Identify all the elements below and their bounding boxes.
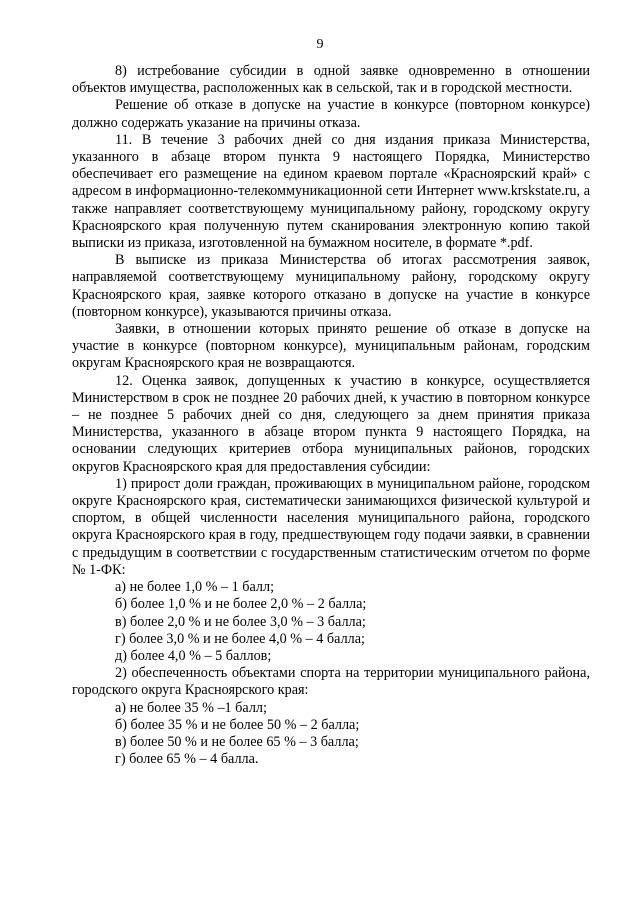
criterion-1-option-b: б) более 1,0 % и не более 2,0 % – 2 балла;	[115, 596, 367, 613]
criterion-2-option-d: г) более 65 % – 4 балла.	[115, 751, 259, 768]
paragraph-clause-11: 11. В течение 3 рабочих дней со дня издания приказа Министерства, указанного в абзаце втором пункта 9 настоящего Порядка, Министерство обеспечивает его размещение на едином краевом портале «Красноярский край» с адресом в информационно-телекоммуникационной сети Интернет www.krskstate.ru, а также направляет соответствующему муниципальному району, городскому округу Красноярского края полученную путем сканирования электронную копию такой выписки из приказа, изготовленной на бумажном носителе, в формате *.pdf.	[72, 131, 590, 252]
paragraph-refusal-reason: Решение об отказе в допуске на участие в конкурсе (повторном конкурсе) должно содержать указание на причины отказа.	[72, 97, 590, 131]
paragraph-extract-reasons: В выписке из приказа Министерства об итогах рассмотрения заявок, направляемой соответствующему муниципальному району, городскому округу Красноярского края, заявке которого отказано в допуске на участие в конкурсе (повторном конкурсе), указываются причины отказа.	[72, 252, 590, 320]
criterion-1-option-a: а) не более 1,0 % – 1 балл;	[115, 579, 275, 596]
paragraph-clause-12: 12. Оценка заявок, допущенных к участию в конкурсе, осуществляется Министерством в срок не позднее 20 рабочих дней, к участию в повторном конкурсе – не позднее 5 рабочих дней со дня, следующего за днем принятия приказа Министерства, указанного в абзаце втором пункта 9 настоящего Порядка, на основании следующих критериев отбора муниципальных районов, городских округов Красноярского края для предоставления субсидии:	[72, 372, 590, 475]
paragraph-applications-not-returned: Заявки, в отношении которых принято решение об отказе в допуске на участие в конкурсе (повторном конкурсе), муниципальным районам, городским округам Красноярского края не возвращаются.	[72, 321, 590, 372]
criterion-2-option-b: б) более 35 % и не более 50 % – 2 балла;	[115, 716, 360, 733]
criterion-1-option-e: д) более 4,0 % – 5 баллов;	[115, 647, 272, 664]
criterion-2-option-c: в) более 50 % и не более 65 % – 3 балла;	[115, 733, 359, 750]
paragraph-item-8: 8) истребование субсидии в одной заявке одновременно в отношении объектов имущества, расположенных как в сельской, так и в городской местности.	[72, 63, 590, 97]
page-number: 9	[316, 37, 324, 52]
criterion-2-option-a: а) не более 35 % –1 балл;	[115, 699, 267, 716]
criterion-1-option-d: г) более 3,0 % и не более 4,0 % – 4 балла;	[115, 630, 365, 647]
criterion-1-option-c: в) более 2,0 % и не более 3,0 % – 3 балла;	[115, 613, 366, 630]
paragraph-criterion-1: 1) прирост доли граждан, проживающих в муниципальном районе, городском округе Красноярского края, систематически занимающихся физической культурой и спортом, в общей численности населения муниципального района, городского округа Красноярского края в году, предшествующем году подачи заявки, в сравнении с предыдущим в соответствии с государственным статистическим отчетом по форме № 1-ФК:	[72, 475, 590, 578]
paragraph-criterion-2: 2) обеспеченность объектами спорта на территории муниципального района, городского округа Красноярского края:	[72, 665, 590, 699]
document-body	[72, 63, 590, 768]
